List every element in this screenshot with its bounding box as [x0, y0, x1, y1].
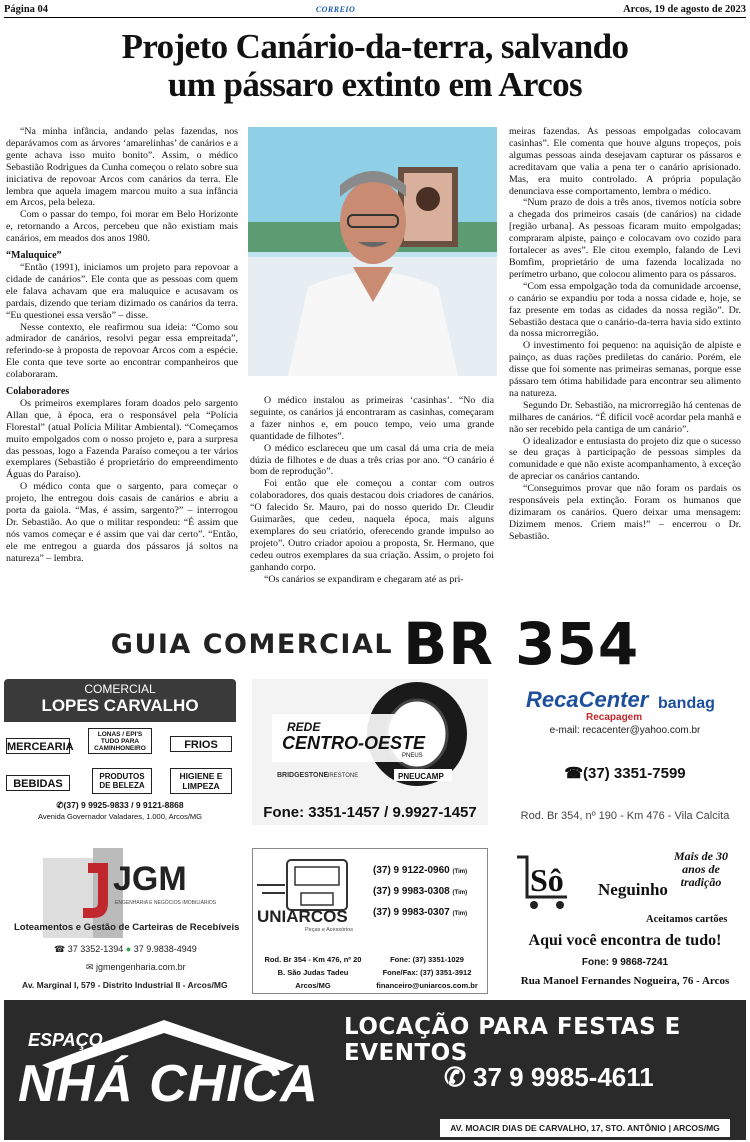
category-box: PRODUTOS DE BELEZA — [92, 768, 152, 794]
paragraph: “Então (1991), iniciamos um projeto para repovoar a cidade de canários”. Ele conta que as pessoas com quem ele falava achavam que era maluquice e acusavam os pardais, dizendo que teriam dizimado os canários da terra. “Eu questionei essa versão” – disse. — [6, 261, 238, 321]
phone-icon: ✆ — [56, 800, 64, 810]
phone-number: 37 9 9985-4611 — [473, 1062, 654, 1092]
paragraph: “Num prazo de dois a três anos, tivemos notícia sobre a chegada dos primeiros casais (de canários) na cidade [região urbana]. As pessoas ficaram muito empolgadas; compraram alpiste, painço e colocavam ovo cozido para fortalecer as aves”. Ele citou exemplo, falando de Levi Bomfim, proprietário de uma fazenda localizada no perímetro urbano, que colocou alimento para os pássaros. — [509, 197, 741, 280]
ad-phone: Fone: 3351-1457 / 9.9927-1457 — [263, 804, 477, 821]
carrier: (Tim) — [452, 890, 468, 896]
phone-icon: ☎ — [564, 765, 584, 782]
phone-number: (37) 9 9925-9833 / 9 9121-8868 — [63, 800, 184, 810]
ad-website — [86, 962, 186, 973]
phone-icon: ☎ — [54, 944, 68, 954]
ad-address: Rua Manoel Fernandes Nogueira, 76 - Arcos — [520, 975, 730, 987]
article-column-1 — [6, 126, 238, 565]
paragraph: Com o passar do tempo, foi morar em Belo Horizonte e, retornando a Arcos, percebeu que não existiam mais canários, em meados dos anos 1980. — [6, 209, 238, 245]
ad-address: Avenida Governador Valadares, 1.000, Arcos/MG — [38, 812, 202, 821]
header-rule — [4, 17, 746, 18]
ad-phone: Fone: 9 9868-7241 — [581, 957, 669, 968]
bridgestone-brand: BRIDGESTONE — [277, 772, 329, 779]
subheading: “Maluquice” — [6, 250, 62, 262]
ad-recacenter — [506, 679, 744, 825]
article-column-3 — [509, 126, 741, 543]
carrier: (Tim) — [452, 869, 468, 875]
rede-l1: REDE — [287, 720, 321, 734]
page-header — [4, 2, 746, 16]
ad-phones — [373, 861, 467, 924]
so-logo-2: Neguinho — [598, 880, 668, 899]
tire-graphic — [252, 679, 488, 799]
paragraph: “Na minha infância, andando pelas fazendas, nos deparávamos com as árvores ‘amarelinhas’ de canários e a gente achava isso muito bonito”. Assim, o médico Sebastião Rodrigues da Cunha começou o relato sobre sua iniciativa de repovoar Arcos com canários da terra. Ele lembra que aquela imagem marcou muito a sua infância em Arcos, pela beleza. — [6, 126, 238, 209]
nha-title: LOCAÇÃO PARA FESTAS E EVENTOS — [344, 1014, 681, 1066]
recacenter-sub: Recapagem — [586, 712, 643, 723]
phone-number: (37) 9 9122-0960 — [373, 865, 450, 876]
article-photo — [248, 127, 497, 376]
paragraph: “Os canários se expandiram e chegaram até as pri- — [264, 573, 464, 585]
jgm-logo: JGM — [113, 860, 187, 898]
address-line: B. São Judas Tadeu — [277, 968, 349, 977]
ad-phone — [444, 1062, 654, 1093]
jgm-slogan: Loteamentos e Gestão de Carteiras de Recebíveis — [14, 922, 240, 933]
page-number: Página 04 — [4, 3, 49, 15]
page-date: Arcos, 19 de agosto de 2023 — [623, 3, 746, 15]
ad-so-neguinho — [506, 848, 744, 994]
paragraph: Os primeiros exemplares foram doados pelo sargento Allan que, à época, era o responsável pela “Polícia Florestal” (atual Polícia Militar Ambiental). “Começamos muito empolgados com o nosso projeto e, para a surpresa das pessoas, logo a Fazenda Paraíso começou a ter vários exemplares (Sebastião é proprietário do empreendimento Águas do Paraíso). — [6, 397, 238, 481]
carrier: (Tim) — [452, 911, 468, 917]
jgm-sub: ENGENHARIA E NEGÓCIOS IMOBILIÁRIOS — [115, 900, 217, 906]
ad-espaco-nha-chica — [4, 1000, 746, 1140]
whatsapp-icon: ✆ — [444, 1062, 474, 1092]
paragraph: Segundo Dr. Sebastião, na microrregião há centenas de milhares de canários. “É difícil você acordar pela manhã e não ser recebido pela cantiga de um canário”. — [509, 399, 741, 435]
ad-phone — [506, 764, 744, 782]
contact-line: financeiro@uniarcos.com.br — [376, 981, 478, 990]
ad-address: AV. MOACIR DIAS DE CARVALHO, 17, STO. ANTÔNIO | ARCOS/MG — [440, 1119, 730, 1137]
paragraph: O investimento foi pequeno: na aquisição de alpiste e painço, as duas rações prediletas do canário. Porém, ele disse que foi somente nas primeiras semanas, porque esse pássaro tem ótima habilidade para encontrar seu alimento na natureza. — [509, 340, 741, 399]
phone-line — [373, 861, 467, 882]
guia-route: BR 354 — [403, 610, 640, 678]
firestone-brand: FIRESTONE — [324, 773, 359, 779]
paragraph: O médico conta que o sargento, para começar o projeto, lhe entregou dois casais de canários e abriu a porta da gaiola. “Mas, é assim, sargento?” – interrogou Dr. Sebastião. Ao que o militar respondeu: “É assim que nós vamos começar e é assim que vai dar certo”. “Então, ele me entregou a guarda dos pássaros já soltos na natureza” – lembra. — [6, 481, 238, 564]
ad-phone — [4, 800, 236, 811]
pneucamp-brand: PNEUCAMP — [398, 772, 444, 781]
newspaper-logo: CORREIO — [315, 4, 356, 14]
article-column-2 — [250, 395, 494, 586]
category-box: MERCEARIA — [6, 738, 70, 754]
so-cards: Aceitamos cartões — [646, 914, 728, 925]
so-tradition: Mais de 30 anos de tradição — [674, 849, 728, 889]
ad-name: LOPES CARVALHO — [41, 696, 199, 715]
paragraph: Nesse contexto, ele reafirmou sua ideia: “Como sou admirador de canários, resolvi pegar essa empreitada”, referindo-se à proposta de repovoar Arcos com a espécie. Ele conta que teve sorte ao encontrar companheiros que colaboraram. — [6, 321, 238, 381]
paragraph: O idealizador e entusiasta do projeto diz que o sucesso se deu graças à participação de pessoas simples da comunidade e que não existe acompanhamento, à exceção de apreciar os canários cantando. — [509, 435, 741, 483]
category-box: BEBIDAS — [6, 775, 70, 791]
website-url: jgmengenharia.com.br — [96, 962, 186, 972]
phone-number: 37 9.9838-4949 — [133, 944, 197, 954]
phone-line — [373, 903, 467, 924]
title-line-1: Projeto Canário-da-terra, salvando — [121, 27, 629, 66]
uniarcos-sub: Peças e Acessórios — [305, 927, 353, 933]
so-logo: Sô — [530, 862, 564, 898]
ad-kicker: COMERCIAL — [84, 682, 156, 696]
rede-l2: CENTRO-OESTE — [282, 733, 426, 753]
ad-lopes-carvalho — [4, 679, 236, 825]
paragraph: O médico instalou as primeiras ‘casinhas’. “No dia seguinte, os canários já encontraram as casinhas, começaram a fazer ninhos e, em pouco tempo, veio uma grande quantidade de filhotes”. — [250, 395, 494, 442]
address-line: Arcos/MG — [295, 981, 331, 990]
bandag-logo: bandag — [658, 695, 715, 712]
ad-header — [4, 679, 236, 722]
article-title — [40, 28, 710, 104]
guia-label: GUIA COMERCIAL — [110, 628, 394, 660]
contact-line: Fone/Fax: (37) 3351-3912 — [382, 968, 472, 977]
guia-comercial-banner — [0, 610, 750, 678]
email-icon: ✉ — [86, 962, 97, 972]
subheading: Colaboradores — [6, 386, 70, 398]
ad-email: e-mail: recacenter@yahoo.com.br — [549, 725, 701, 736]
ad-address: Rod. Br 354, nº 190 - Km 476 - Vila Calcita — [520, 810, 730, 822]
recacenter-logo: RecaCenter — [526, 687, 649, 712]
paragraph: meiras fazendas. As pessoas empolgadas colocavam casinhas”. Ele comenta que houve alguns tropeços, pois algumas pessoas ainda desejavam capturar os pássaros e acreditavam que valia a pena ter o canário aprisionado. Mas, era muito controlado. A própria população denunciava esse comportamento, lembra o médico. — [509, 126, 741, 197]
paragraph: O médico esclareceu que um casal dá uma cria de meia dúzia de filhotes e de duas a três crias por ano. “O canário é bom de reprodução”. — [250, 442, 494, 478]
title-line-2: um pássaro extinto em Arcos — [167, 65, 583, 104]
so-slogan: Aqui você encontra de tudo! — [528, 932, 722, 949]
rede-l3: PNEUS — [402, 753, 423, 759]
category-box: LONAS / EPI'S TUDO PARA CAMINHONEIRO — [88, 728, 152, 754]
contact-line: Fone: (37) 3351-1029 — [390, 955, 464, 964]
nha-kicker: ESPAÇO — [28, 1030, 103, 1050]
phone-number: 37 3352-1394 — [67, 944, 124, 954]
ad-contact — [371, 953, 483, 992]
ad-uniarcos — [252, 848, 488, 994]
paragraph: Foi então que ele começou a contar com outros colaboradores, dos quais destacou dois criadores de canários. “O falecido Sr. Mauro, pai do nosso querido Dr. Cleudir Guimarães, que cedeu, naquela época, mais alguns exemplares do seu criatório, oferecendo grande impulso ao projeto”. Outro criador apoiou a proposta, Sr. Hermano, que cedeu outros exemplares da sua criação. Assim, o projeto foi ganhando corpo. — [250, 478, 494, 573]
phone-number: (37) 3351-7599 — [583, 765, 686, 782]
ad-rede-centro-oeste — [252, 679, 488, 825]
phone-number: (37) 9 9983-0308 — [373, 886, 450, 897]
category-box: FRIOS — [170, 736, 232, 752]
uniarcos-logo: UNIARCOS — [257, 907, 348, 926]
ad-address: Av. Marginal I, 579 - Distrito Industrial II - Arcos/MG — [22, 980, 228, 990]
ad-categories — [4, 728, 236, 792]
phone-number: (37) 9 9983-0307 — [373, 907, 450, 918]
paragraph: “Conseguimos provar que não foram os pardais os responsáveis pela extinção. Foram os humanos que dizimaram os canários. Quero deixar uma mensagem: Dizimem menos. Criem mais!” – encerrou o Dr. Sebastião. — [509, 483, 741, 542]
category-box: HIGIENE E LIMPEZA — [170, 768, 232, 794]
paragraph: “Com essa empolgação toda da comunidade arcoense, o canário se expandiu por toda a nossa cidade e, hoje, se faz presente em todas as cidades da nossa região”. Dr. Sebastião destaca que o canário-da-terra havia sido extinto da nossa microrregião. — [509, 280, 741, 340]
ad-address — [257, 953, 369, 992]
address-line: Rod. Br 354 - Km 476, nº 20 — [264, 955, 362, 964]
ad-jgm — [8, 848, 248, 994]
whatsapp-icon: ● — [125, 944, 132, 954]
nha-logo: NHÁ CHICA — [18, 1055, 319, 1113]
phone-line — [373, 882, 467, 903]
ad-phones — [54, 944, 197, 955]
